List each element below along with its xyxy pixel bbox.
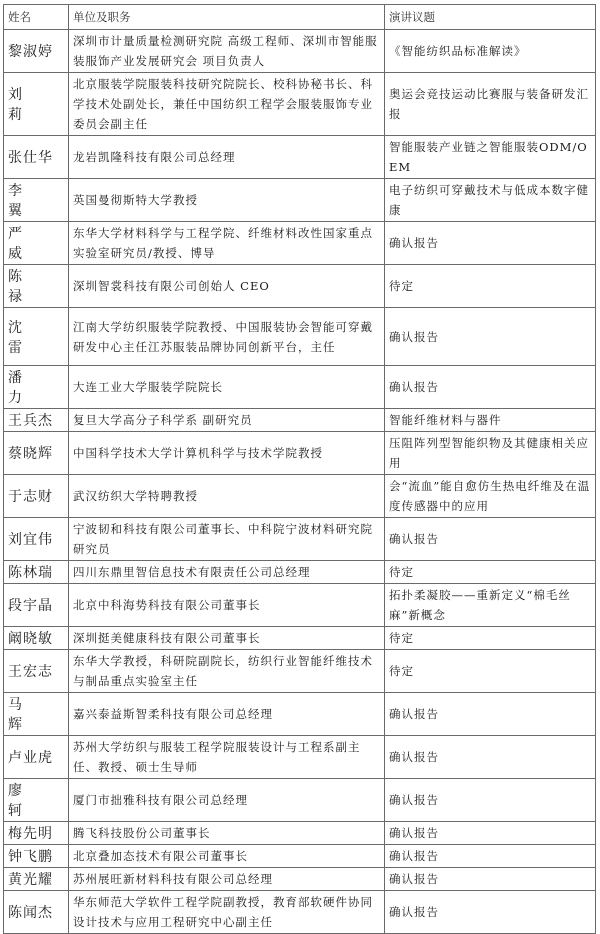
speaker-table [3, 4, 596, 934]
speaker-affiliation: 苏州展旺新材料科技有限公司总经理 [69, 868, 385, 891]
speaker-name: 潘 力 [4, 366, 69, 409]
speech-topic: 确认报告 [385, 822, 596, 845]
speaker-affiliation: 复旦大学高分子科学系 副研究员 [69, 409, 385, 432]
speaker-name: 陈林瑞 [4, 561, 69, 584]
speech-topic: 确认报告 [385, 779, 596, 822]
speech-topic: 会“流血”能自愈仿生热电纤维及在温度传感器中的应用 [385, 475, 596, 518]
speaker-name: 沈 雷 [4, 308, 69, 366]
speaker-affiliation: 腾飞科技股份公司董事长 [69, 822, 385, 845]
speech-topic: 奥运会竞技运动比赛服与装备研发汇报 [385, 73, 596, 136]
speaker-affiliation: 东华大学材料科学与工程学院、纤维材料改性国家重点实验室研究员/教授、博导 [69, 222, 385, 265]
speech-topic: 确认报告 [385, 868, 596, 891]
speaker-name: 卢业虎 [4, 736, 69, 779]
speaker-affiliation: 东华大学教授，科研院副院长，纺织行业智能纤维技术与制品重点实验室主任 [69, 650, 385, 693]
header-name: 姓名 [4, 5, 69, 30]
speaker-name: 黄光耀 [4, 868, 69, 891]
speaker-name: 阚晓敏 [4, 627, 69, 650]
speech-topic: 待定 [385, 650, 596, 693]
table-row [4, 30, 596, 73]
speaker-name: 蔡晓辉 [4, 432, 69, 475]
table-row [4, 868, 596, 891]
speaker-affiliation: 北京叠加态技术有限公司董事长 [69, 845, 385, 868]
table-row [4, 222, 596, 265]
speaker-affiliation: 宁波韧和科技有限公司董事长、中科院宁波材料研究院研究员 [69, 518, 385, 561]
table-row [4, 518, 596, 561]
speech-topic: 确认报告 [385, 845, 596, 868]
table-row [4, 475, 596, 518]
table-row [4, 736, 596, 779]
speaker-affiliation: 深圳智裳科技有限公司创始人 CEO [69, 265, 385, 308]
speaker-name: 严 威 [4, 222, 69, 265]
speaker-affiliation: 江南大学纺织服装学院教授、中国服装协会智能可穿戴研发中心主任江苏服装品牌协同创新平台，主任 [69, 308, 385, 366]
speaker-name: 马 辉 [4, 693, 69, 736]
speech-topic: 确认报告 [385, 308, 596, 366]
speaker-name: 王宏志 [4, 650, 69, 693]
speech-topic: 智能服装产业链之智能服装ODM/OEM [385, 136, 596, 179]
speaker-affiliation: 深圳市计量质量检测研究院 高级工程师、深圳市智能服装服饰产业发展研究会 项目负责人 [69, 30, 385, 73]
speaker-name: 钟飞鹏 [4, 845, 69, 868]
speaker-affiliation: 华东师范大学软件工程学院副教授，教育部软硬件协同设计技术与应用工程研究中心副主任 [69, 891, 385, 934]
speaker-affiliation: 嘉兴泰益斯智柔科技有限公司总经理 [69, 693, 385, 736]
speaker-name: 刘宜伟 [4, 518, 69, 561]
speech-topic: 《智能纺织品标准解读》 [385, 30, 596, 73]
speech-topic: 确认报告 [385, 222, 596, 265]
speaker-name: 张仕华 [4, 136, 69, 179]
table-row [4, 693, 596, 736]
speech-topic: 拓扑柔凝胶——重新定义“棉毛丝麻”新概念 [385, 584, 596, 627]
table-row [4, 891, 596, 934]
speaker-affiliation: 龙岩凯隆科技有限公司总经理 [69, 136, 385, 179]
speech-topic: 待定 [385, 561, 596, 584]
table-row [4, 845, 596, 868]
table-header-row [4, 5, 596, 30]
table-row [4, 308, 596, 366]
table-row [4, 650, 596, 693]
speaker-name: 刘 莉 [4, 73, 69, 136]
speaker-name: 黎淑婷 [4, 30, 69, 73]
table-row [4, 432, 596, 475]
speaker-affiliation: 北京服装学院服装科技研究院院长、校科协秘书长、科学技术处副处长，兼任中国纺织工程学会服装服饰专业委员会副主任 [69, 73, 385, 136]
speaker-affiliation: 苏州大学纺织与服装工程学院服装设计与工程系副主任、教授、硕士生导师 [69, 736, 385, 779]
speech-topic: 待定 [385, 627, 596, 650]
speech-topic: 待定 [385, 265, 596, 308]
speaker-name: 廖 轲 [4, 779, 69, 822]
table-row [4, 561, 596, 584]
header-topic: 演讲议题 [385, 5, 596, 30]
speech-topic: 确认报告 [385, 693, 596, 736]
table-row [4, 136, 596, 179]
table-row [4, 822, 596, 845]
table-row [4, 265, 596, 308]
speaker-affiliation: 北京中科海势科技有限公司董事长 [69, 584, 385, 627]
speaker-affiliation: 中国科学技术大学计算机科学与技术学院教授 [69, 432, 385, 475]
speaker-name: 段宇晶 [4, 584, 69, 627]
speaker-affiliation: 大连工业大学服装学院院长 [69, 366, 385, 409]
table-row [4, 627, 596, 650]
speech-topic: 确认报告 [385, 366, 596, 409]
table-row [4, 73, 596, 136]
speech-topic: 确认报告 [385, 736, 596, 779]
speech-topic: 智能纤维材料与器件 [385, 409, 596, 432]
speaker-name: 于志财 [4, 475, 69, 518]
speaker-name: 王兵杰 [4, 409, 69, 432]
speaker-affiliation: 深圳挺美健康科技有限公司董事长 [69, 627, 385, 650]
speech-topic: 电子纺织可穿戴技术与低成本数字健康 [385, 179, 596, 222]
table-row [4, 409, 596, 432]
speaker-name: 陈 禄 [4, 265, 69, 308]
speaker-affiliation: 英国曼彻斯特大学教授 [69, 179, 385, 222]
speaker-name: 梅先明 [4, 822, 69, 845]
speaker-name: 李 翼 [4, 179, 69, 222]
speaker-affiliation: 武汉纺织大学特聘教授 [69, 475, 385, 518]
speaker-name: 陈闻杰 [4, 891, 69, 934]
header-org: 单位及职务 [69, 5, 385, 30]
table-row [4, 179, 596, 222]
speaker-affiliation: 厦门市拙雅科技有限公司总经理 [69, 779, 385, 822]
speech-topic: 确认报告 [385, 891, 596, 934]
table-body [4, 30, 596, 934]
table-row [4, 779, 596, 822]
speaker-affiliation: 四川东鼎里智信息技术有限责任公司总经理 [69, 561, 385, 584]
speech-topic: 压阻阵列型智能织物及其健康相关应用 [385, 432, 596, 475]
speech-topic: 确认报告 [385, 518, 596, 561]
table-row [4, 366, 596, 409]
speaker-document [3, 4, 595, 934]
table-row [4, 584, 596, 627]
